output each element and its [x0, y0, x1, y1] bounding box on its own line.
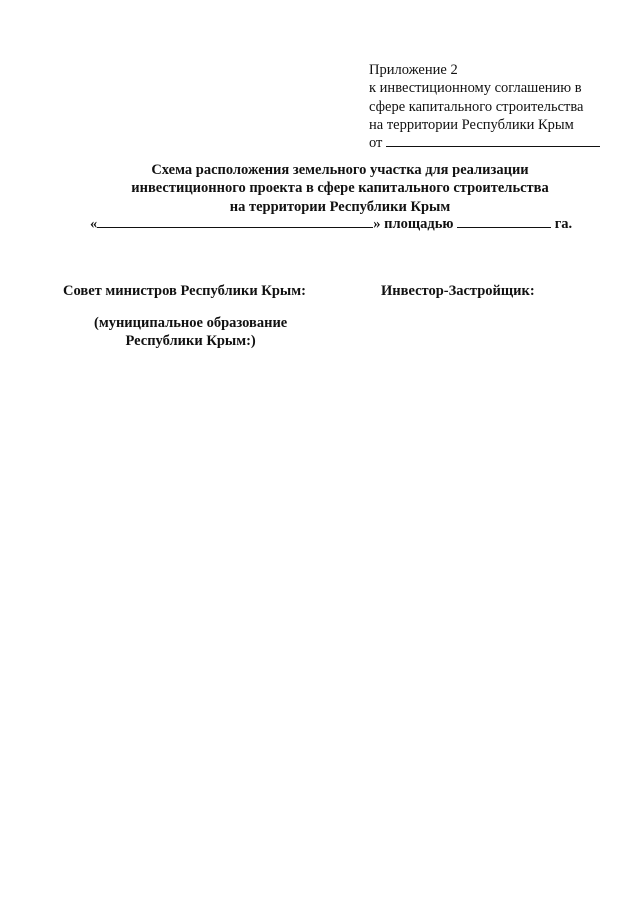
date-prefix: от — [369, 135, 383, 152]
signature-left-label: Совет министров Республики Крым: — [63, 283, 306, 299]
annex-header — [369, 61, 600, 152]
signature-right-label: Инвестор-Застройщик: — [381, 283, 535, 299]
annex-line: сфере капитального строительства — [369, 98, 584, 115]
document-title — [60, 161, 620, 216]
open-quote: « — [90, 216, 98, 232]
annex-line: к инвестиционному соглашению в — [369, 80, 582, 97]
annex-date-line — [369, 134, 600, 152]
date-blank — [386, 135, 600, 147]
title-line: Схема расположения земельного участка для реализации — [151, 162, 529, 178]
project-name-blank — [97, 216, 373, 228]
project-fill-line — [90, 216, 572, 233]
annex-line: на территории Республики Крым — [369, 116, 574, 133]
title-line: инвестиционного проекта в сфере капитального строительства — [131, 180, 549, 197]
annex-line: Приложение 2 — [369, 62, 458, 78]
area-label: » площадью — [373, 216, 454, 232]
area-unit: га. — [554, 216, 573, 232]
note-line: (муниципальное образование — [94, 315, 288, 331]
title-line: на территории Республики Крым — [229, 198, 451, 215]
area-blank — [457, 216, 551, 228]
signature-note — [94, 314, 287, 351]
note-line: Республики Крым:) — [125, 333, 256, 350]
